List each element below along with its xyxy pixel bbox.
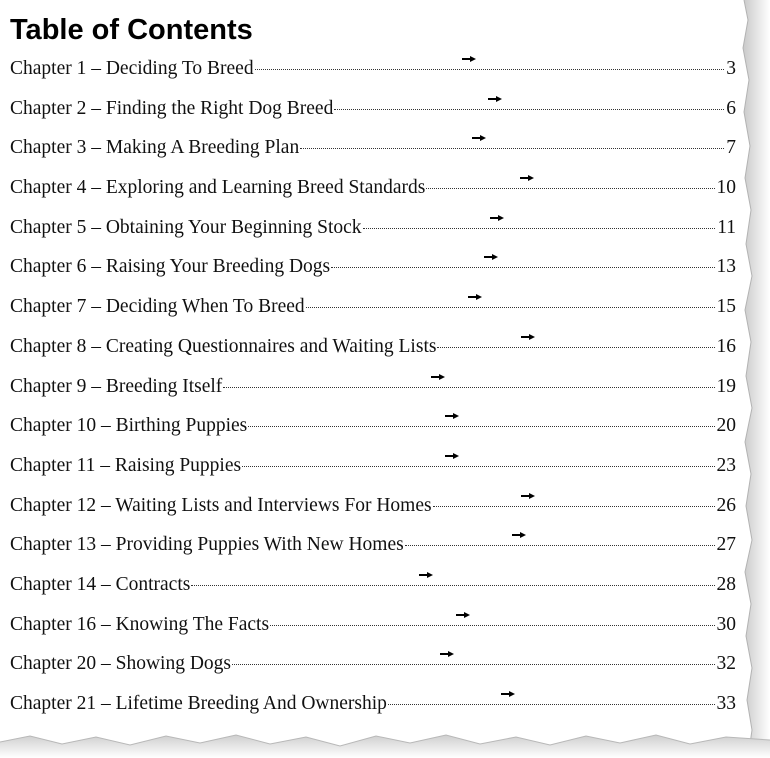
- toc-entry-label: Chapter 20 – Showing Dogs: [10, 653, 231, 675]
- toc-entry-label: Chapter 13 – Providing Puppies With New Homes: [10, 534, 404, 556]
- toc-entry-9[interactable]: [10, 371, 736, 411]
- tab-arrow-icon: [440, 651, 454, 657]
- dot-leader: [232, 644, 715, 665]
- dot-leader: [248, 406, 714, 427]
- toc-entry-3[interactable]: [10, 132, 736, 172]
- tab-arrow-icon: [490, 215, 504, 221]
- toc-entry-label: Chapter 7 – Deciding When To Breed: [10, 296, 305, 318]
- toc-entry-page: 28: [716, 573, 736, 595]
- toc-entry-page: 23: [716, 454, 736, 476]
- toc-entry-15[interactable]: [10, 609, 736, 649]
- dot-leader: [331, 247, 714, 268]
- tab-arrow-icon: [521, 493, 535, 499]
- toc-entry-8[interactable]: [10, 331, 736, 371]
- toc-entry-page: 32: [716, 653, 736, 675]
- toc-entry-label: Chapter 10 – Birthing Puppies: [10, 415, 248, 437]
- dot-leader: [306, 287, 715, 308]
- dot-leader: [388, 684, 715, 705]
- document-title: Table of Contents: [10, 14, 253, 46]
- toc-entry-5[interactable]: [10, 212, 736, 252]
- toc-entry-13[interactable]: [10, 529, 736, 569]
- toc-entry-page: 20: [716, 415, 736, 437]
- toc-entry-14[interactable]: [10, 569, 736, 609]
- toc-entry-4[interactable]: [10, 172, 736, 212]
- toc-entry-page: 27: [716, 534, 736, 556]
- torn-edge-bottom: [0, 724, 770, 758]
- toc-entry-11[interactable]: [10, 450, 736, 490]
- dot-leader: [191, 565, 714, 586]
- toc-entry-label: Chapter 16 – Knowing The Facts: [10, 613, 270, 635]
- toc-entry-2[interactable]: [10, 93, 736, 133]
- toc-entry-16[interactable]: [10, 648, 736, 688]
- toc-entry-label: Chapter 12 – Waiting Lists and Interviews For Homes: [10, 494, 432, 516]
- toc-entry-12[interactable]: [10, 490, 736, 530]
- tab-arrow-icon: [445, 413, 459, 419]
- dot-leader: [334, 89, 724, 110]
- tab-arrow-icon: [521, 334, 535, 340]
- tab-arrow-icon: [501, 691, 515, 697]
- torn-edge-right: [740, 0, 770, 758]
- toc-entry-page: 33: [716, 693, 736, 714]
- dot-leader: [426, 168, 714, 189]
- dot-leader: [270, 605, 714, 626]
- tab-arrow-icon: [484, 254, 498, 260]
- toc-entry-label: Chapter 2 – Finding the Right Dog Breed: [10, 97, 334, 119]
- dot-leader: [242, 446, 714, 467]
- toc-entry-page: 30: [716, 613, 736, 635]
- toc-entry-label: Chapter 9 – Breeding Itself: [10, 375, 223, 397]
- tab-arrow-icon: [456, 612, 470, 618]
- tab-arrow-icon: [468, 294, 482, 300]
- tab-arrow-icon: [431, 374, 445, 380]
- table-of-contents: [10, 53, 736, 728]
- toc-entry-1[interactable]: [10, 53, 736, 93]
- toc-entry-page: 7: [726, 137, 736, 159]
- toc-entry-6[interactable]: [10, 251, 736, 291]
- dot-leader: [433, 486, 715, 507]
- toc-entry-7[interactable]: [10, 291, 736, 331]
- toc-entry-label: Chapter 8 – Creating Questionnaires and Waiting Lists: [10, 335, 437, 357]
- tab-arrow-icon: [520, 175, 534, 181]
- tab-arrow-icon: [488, 96, 502, 102]
- toc-entry-label: Chapter 5 – Obtaining Your Beginning Stock: [10, 216, 362, 238]
- dot-leader: [437, 327, 714, 348]
- toc-entry-label: Chapter 11 – Raising Puppies: [10, 454, 242, 476]
- toc-entry-label: Chapter 21 – Lifetime Breeding And Ownership: [10, 693, 387, 714]
- tab-arrow-icon: [472, 135, 486, 141]
- toc-entry-page: 15: [716, 296, 736, 318]
- dot-leader: [300, 128, 724, 149]
- toc-entry-page: 26: [716, 494, 736, 516]
- toc-entry-label: Chapter 1 – Deciding To Breed: [10, 58, 254, 79]
- toc-entry-label: Chapter 4 – Exploring and Learning Breed Standards: [10, 177, 426, 199]
- dot-leader: [223, 367, 714, 388]
- dot-leader: [363, 208, 716, 229]
- toc-entry-10[interactable]: [10, 410, 736, 450]
- toc-entry-page: 10: [716, 177, 736, 199]
- dot-leader: [405, 525, 715, 546]
- toc-entry-page: 6: [726, 97, 736, 119]
- toc-entry-page: 19: [716, 375, 736, 397]
- toc-entry-page: 3: [726, 58, 736, 79]
- toc-entry-page: 16: [716, 335, 736, 357]
- toc-entry-17[interactable]: [10, 688, 736, 728]
- toc-entry-label: Chapter 14 – Contracts: [10, 573, 191, 595]
- tab-arrow-icon: [512, 532, 526, 538]
- dot-leader: [255, 49, 724, 70]
- toc-entry-page: 13: [716, 256, 736, 278]
- toc-entry-label: Chapter 3 – Making A Breeding Plan: [10, 137, 300, 159]
- toc-entry-page: 11: [717, 216, 736, 238]
- tab-arrow-icon: [462, 56, 476, 62]
- tab-arrow-icon: [419, 572, 433, 578]
- tab-arrow-icon: [445, 453, 459, 459]
- toc-entry-label: Chapter 6 – Raising Your Breeding Dogs: [10, 256, 331, 278]
